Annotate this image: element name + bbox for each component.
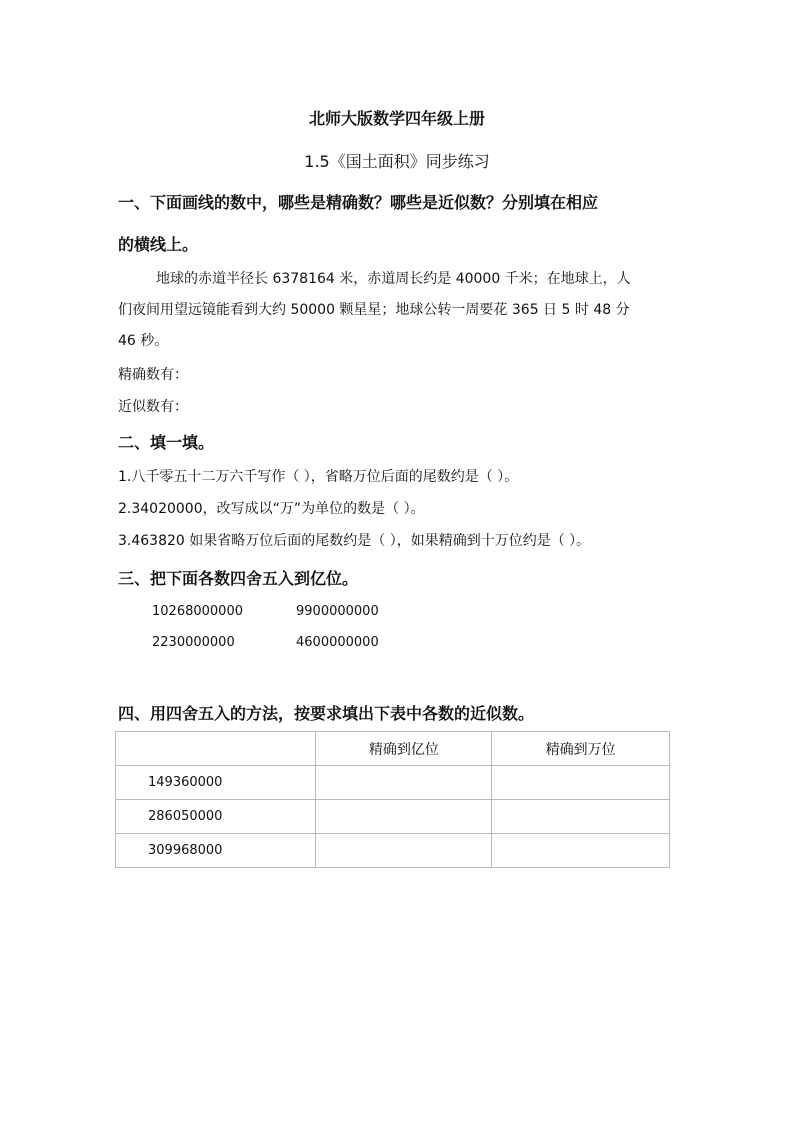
table-number-cell: 286050000 xyxy=(116,800,316,834)
table-header-row xyxy=(116,732,670,766)
fill-item: 2.34020000，改写成以“万”为单位的数是（ ）。 xyxy=(118,501,425,517)
section1-passage-line: 地球的赤道半径长 6378164 米，赤道周长约是 40000 千米；在地球上，人 xyxy=(156,271,631,287)
document-title: 北师大版数学四年级上册 xyxy=(308,109,485,128)
table-row xyxy=(116,834,670,868)
section1-heading: 一、下面画线的数中，哪些是精确数？哪些是近似数？分别填在相应 xyxy=(118,193,599,212)
section1-passage-line: 们夜间用望远镜能看到大约 50000 颗星星；地球公转一周要花 365 日 5 时 48 分 xyxy=(118,302,630,318)
table-header-cell: 精确到万位 xyxy=(492,732,670,766)
section1-heading-cont: 的横线上。 xyxy=(118,235,199,254)
answer-cell-ten-thousand[interactable] xyxy=(492,766,670,800)
approximation-table xyxy=(115,731,670,868)
rounding-number: 4600000000 xyxy=(296,635,379,650)
fill-item: 1.八千零五十二万六千写作（ ），省略万位后面的尾数约是（ ）。 xyxy=(118,469,519,485)
section1-passage-line: 46 秒。 xyxy=(118,333,169,349)
section3-heading: 三、把下面各数四舍五入到亿位。 xyxy=(118,569,359,588)
answer-cell-hundred-million[interactable] xyxy=(316,800,492,834)
rounding-number: 10268000000 xyxy=(152,604,243,619)
section4-heading: 四、用四舍五入的方法，按要求填出下表中各数的近似数。 xyxy=(118,704,535,723)
rounding-number: 2230000000 xyxy=(152,635,235,650)
fill-item: 3.463820 如果省略万位后面的尾数约是（ ），如果精确到十万位约是（ ）。 xyxy=(118,533,591,549)
section2-heading: 二、填一填。 xyxy=(118,433,215,452)
table-header-cell xyxy=(116,732,316,766)
document-subtitle: 1.5《国土面积》同步练习 xyxy=(304,152,490,171)
answer-cell-hundred-million[interactable] xyxy=(316,834,492,868)
table-header-cell: 精确到亿位 xyxy=(316,732,492,766)
answer-cell-ten-thousand[interactable] xyxy=(492,834,670,868)
approx-numbers-label: 近似数有： xyxy=(118,399,188,415)
table-row xyxy=(116,766,670,800)
table-number-cell: 149360000 xyxy=(116,766,316,800)
table-number-cell: 309968000 xyxy=(116,834,316,868)
rounding-number: 9900000000 xyxy=(296,604,379,619)
table-row xyxy=(116,800,670,834)
answer-cell-ten-thousand[interactable] xyxy=(492,800,670,834)
answer-cell-hundred-million[interactable] xyxy=(316,766,492,800)
exact-numbers-label: 精确数有： xyxy=(118,367,188,383)
